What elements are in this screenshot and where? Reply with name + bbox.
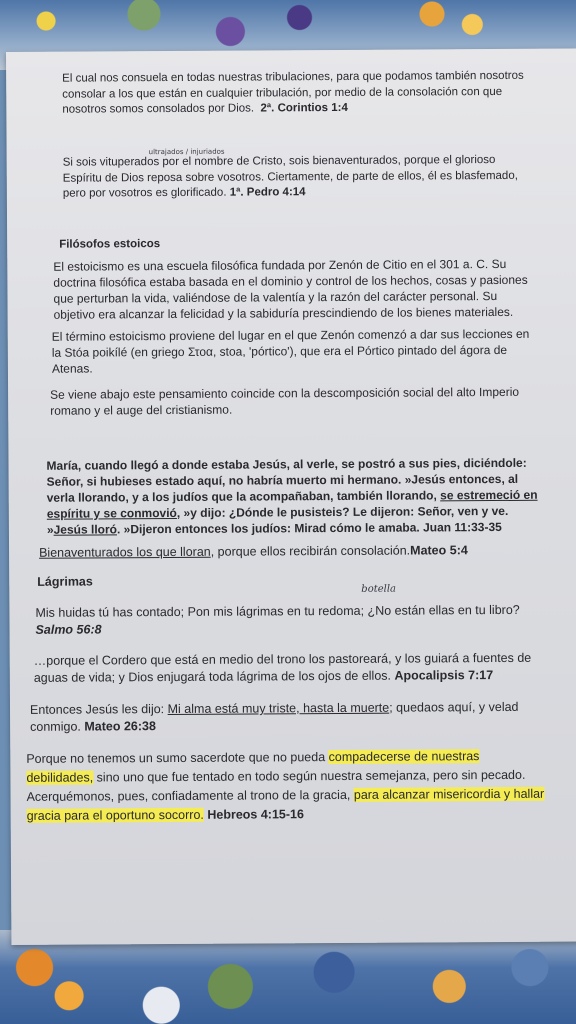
verse-text: Porque no tenemos un sumo sacerdote que no pueda [26,750,326,766]
verse-reference: Hebreos 4:15-16 [207,807,304,822]
verse-juan [46,455,546,538]
verse-text: , porque ellos recibirán consolación. [210,543,411,559]
verse-apocalipsis [34,650,544,687]
underlined-text: se estremeció en espíritu y se conmovió [46,487,538,521]
section-heading: Lágrimas [37,574,93,589]
verse-reference: 2ª. Corintios 1:4 [260,101,348,115]
underlined-text: Jesús lloró [53,522,118,537]
verse-text: …porque el Cordero que está en medio del trono los pastoreará, y los guiará a fuentes de aguas de vida; y Dios enjugará toda lágrima de los ojos de ellos. [33,650,532,685]
handwritten-note: ultrajados / injuriados [148,147,225,157]
verse-text: . »Dijeron entonces los judíos: Mirad cómo le amaba. [116,520,420,537]
verse-reference: Salmo 56:8 [35,622,102,637]
paragraph-estoicismo: El estoicismo es una escuela filosófica fundada por Zenón de Citio en el 301 a. C. Su doctrina filosófica estaba basada en el dominio y control de los hechos, cosas y pasiones que perturban la vida, valiéndose de la valentía y la razón del carácter personal. Su objetivo era alcanzar la felicidad y la sabiduría prescindiendo de los bienes materiales. [53,256,528,322]
verse-text: sino uno que fue tentado en todo según nuestra semejanza, pero sin pecado. Acerquémonos, pues, confiadamente al trono de la gracia, [26,767,526,804]
verse-mateo-5 [39,543,539,562]
verse-reference: Mateo 26:38 [84,719,156,734]
verse-hebreos [26,747,546,826]
verse-reference: Apocalipsis 7:17 [394,668,494,683]
verse-text: El cual nos consuela en todas nuestras tribulaciones, para que podamos también nosotros consolar a los que están en cualquier tribulación, por medio de la consolación con que nosotros somos consolados por Dios. [62,69,524,116]
paragraph-stoa: El término estoicismo proviene del lugar en el que Zenón comenzó a dar sus lecciones en la Stóa poikílé (en griego Στοα, stoa, 'pórtico'), que era el Pórtico pintado del ágora de Atenas. [51,326,530,376]
verse-corintios [62,69,532,118]
verse-reference: Juan 11:33-35 [423,519,502,535]
section-heading: Filósofos estoicos [59,238,161,251]
verse-salmo [35,602,545,639]
verse-text: Si sois vituperados por el nombre de Cristo, sois bienaventurados, porque el glorioso Espíritu de Dios reposa sobre vosotros. Ciertamente, de parte de ellos, él es blasfemado, pero por vosotros es glorificado. [62,154,518,200]
underlined-text: Mi alma está muy triste, hasta la muerte [167,700,390,717]
highlighted-text: para alcanzar misericordia y hallar gracia para el oportuno socorro. [26,786,545,823]
verse-text: , »y dijo: ¿Dónde le pusisteis? Le dijeron: Señor, ven y ve. » [46,503,509,537]
verse-pedro [63,153,533,202]
highlighted-text: compadecerse de nuestras debilidades, [26,749,480,785]
underlined-text: Bienaventurados los que lloran [39,544,211,560]
verse-text: Mis huidas tú has contado; Pon mis lágrimas en tu redoma; ¿No están ellas en tu libro? [35,602,520,620]
verse-reference: 1ª. Pedro 4:14 [229,186,306,199]
verse-reference: Mateo 5:4 [410,543,468,558]
verse-mateo-26 [30,699,542,736]
handwritten-note: botella [361,583,397,595]
verse-text: ; quedaos aquí, y velad conmigo. [30,699,519,734]
printed-page [6,49,576,945]
verse-text: María, cuando llegó a donde estaba Jesús, al verle, se postró a sus pies, diciéndole: Señor, si hubieses estado aquí, no habría muerto mi hermano. »Jesús entonces, al verla llorando, y a los judíos que la acompañaban, también llorando, [46,455,527,505]
verse-text: Entonces Jesús les dijo: [29,702,165,717]
paragraph-imperio: Se viene abajo este pensamiento coincide con la descomposición social del alto Imperio romano y el auge del cristianismo. [50,384,520,418]
